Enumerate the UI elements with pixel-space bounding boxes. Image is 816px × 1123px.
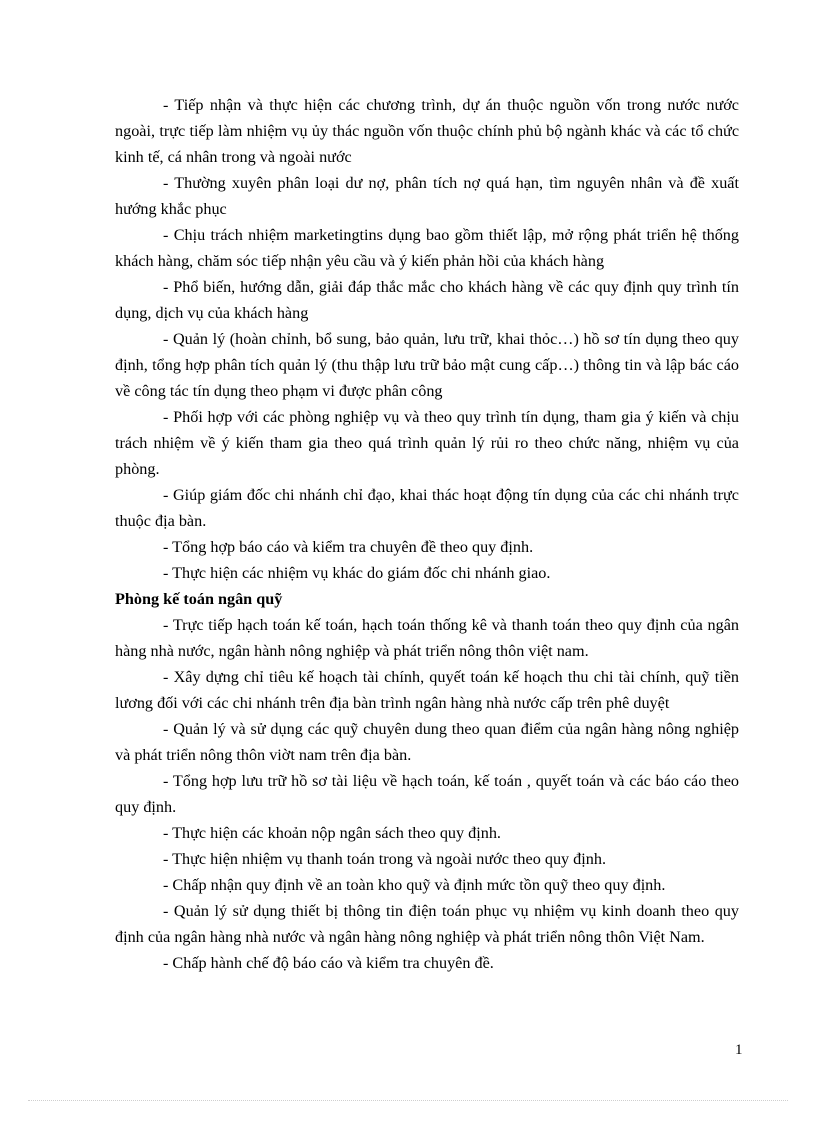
paragraph: - Quản lý (hoàn chỉnh, bổ sung, bảo quản, lưu trữ, khai thỏc…) hồ sơ tín dụng theo quy định, tổng hợp phân tích quản lý (thu thập lưu trữ bảo mật cung cấp…) thông tin và lập bác cáo về công tác tín dụng theo phạm vi được phân công: [115, 330, 739, 400]
paragraph: - Trực tiếp hạch toán kế toán, hạch toán thống kê và thanh toán theo quy định của ngân hàng nhà nước, ngân hành nông nghiệp và phát triển nông thôn việt nam.: [115, 616, 739, 660]
paragraph: - Thực hiện nhiệm vụ thanh toán trong và ngoài nước theo quy định.: [163, 850, 606, 868]
paragraph: - Chịu trách nhiệm marketingtins dụng bao gồm thiết lập, mở rộng phát triển hệ thống khách hàng, chăm sóc tiếp nhận yêu cầu và ý kiến phản hồi của khách hàng: [115, 226, 739, 270]
paragraph: - Thực hiện các khoản nộp ngân sách theo quy định.: [163, 824, 501, 842]
paragraph: - Quản lý và sử dụng các quỹ chuyên dung theo quan điểm của ngân hàng nông nghiệp và phát triển nông thôn viờt nam trên địa bàn.: [115, 720, 739, 764]
paragraph: - Thực hiện các nhiệm vụ khác do giám đốc chi nhánh giao.: [163, 564, 551, 582]
footer-divider: [28, 1100, 788, 1101]
paragraph: - Giúp giám đốc chi nhánh chỉ đạo, khai thác hoạt động tín dụng của các chi nhánh trực thuộc địa bàn.: [115, 486, 739, 530]
paragraph: - Xây dựng chỉ tiêu kế hoạch tài chính, quyết toán kế hoạch thu chi tài chính, quỹ tiền lương đối với các chi nhánh trên địa bàn trình ngân hàng nhà nước cấp trên phê duyệt: [115, 668, 739, 712]
paragraph: - Phối hợp với các phòng nghiệp vụ và theo quy trình tín dụng, tham gia ý kiến và chịu trách nhiệm về ý kiến tham gia theo quá trình quản lý rủi ro theo chức năng, nhiệm vụ của phòng.: [115, 408, 739, 478]
paragraph: - Tổng hợp lưu trữ hồ sơ tài liệu về hạch toán, kế toán , quyết toán và các báo cáo theo quy định.: [115, 772, 739, 816]
paragraph: - Tiếp nhận và thực hiện các chương trình, dự án thuộc nguồn vốn trong nước nước ngoài, trực tiếp làm nhiệm vụ ủy thác nguồn vốn thuộc chính phủ bộ ngành khác và các tổ chức kinh tế, cá nhân trong và ngoài nước: [115, 96, 739, 166]
paragraph: - Quản lý sử dụng thiết bị thông tin điện toán phục vụ nhiệm vụ kinh doanh theo quy định của ngân hàng nhà nước và ngân hàng nông nghiệp và phát triển nông thôn Việt Nam.: [115, 902, 739, 946]
page-number: 1: [735, 1042, 743, 1058]
section-heading: Phòng kế toán ngân quỹ: [115, 590, 283, 608]
paragraph: - Phổ biến, hướng dẫn, giải đáp thắc mắc cho khách hàng về các quy định quy trình tín dụng, dịch vụ của khách hàng: [115, 278, 739, 322]
document-body: [115, 92, 739, 976]
paragraph: - Chấp nhận quy định về an toàn kho quỹ và định mức tồn quỹ theo quy định.: [163, 876, 666, 894]
paragraph: - Thường xuyên phân loại dư nợ, phân tích nợ quá hạn, tìm nguyên nhân và đề xuất hướng khắc phục: [115, 174, 739, 218]
paragraph: - Chấp hành chế độ báo cáo và kiểm tra chuyên đề.: [163, 954, 494, 972]
paragraph: - Tổng hợp báo cáo và kiểm tra chuyên đề theo quy định.: [163, 538, 534, 556]
